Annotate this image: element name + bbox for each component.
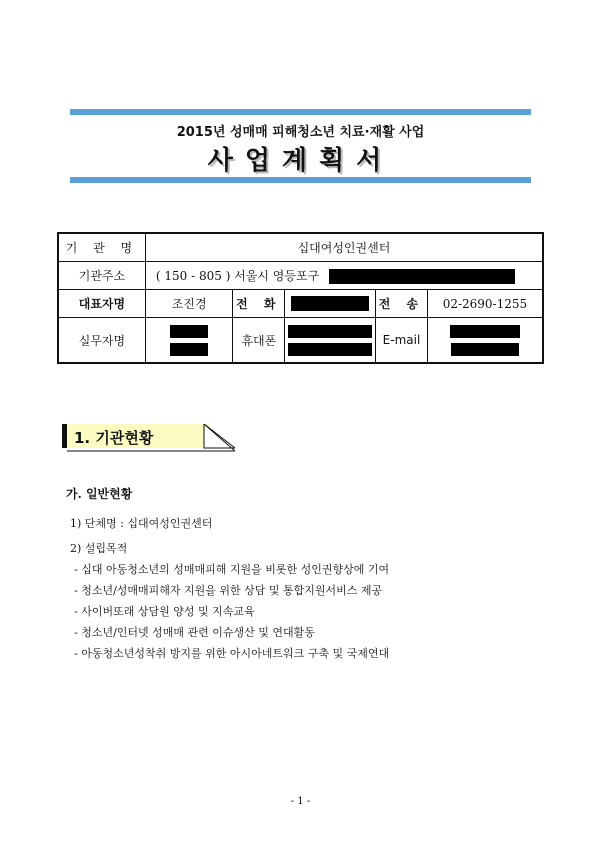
mobile-value-cell: [285, 318, 376, 364]
fax-label: 전 송: [376, 290, 428, 318]
redaction-box: [288, 325, 372, 338]
redaction-box: [291, 296, 369, 311]
representative-value: 조진경: [145, 290, 233, 318]
document-title: 사업계획서: [207, 146, 394, 176]
redaction-box: [288, 343, 372, 356]
section-title: 1. 기관현황: [74, 429, 154, 447]
phone-value-cell: [285, 290, 376, 318]
email-label: E-mail: [376, 318, 428, 364]
section-heading: [62, 424, 235, 452]
redaction-box: [450, 325, 520, 338]
representative-label: 대표자명: [58, 290, 145, 318]
address-label: 기관주소: [58, 262, 145, 290]
staff-label: 실무자명: [58, 318, 145, 364]
general-status-content: [66, 485, 389, 664]
email-value-cell: [427, 318, 543, 364]
content-line: - 십대 아동청소년의 성매매피해 지원을 비롯한 성인권향상에 기여: [74, 563, 390, 576]
org-name-label: 기 관 명: [58, 233, 145, 262]
document-subtitle: 2015년 성매매 피해청소년 치료·재활 사업: [176, 125, 425, 140]
content-line: - 청소년/성매매피해자 지원을 위한 상담 및 통합지원서비스 제공: [74, 584, 383, 597]
phone-label: 전 화: [233, 290, 285, 318]
address-value: ( 150 - 805 ) 서울시 영등포구: [155, 269, 320, 283]
organization-info-table: [57, 232, 544, 364]
content-line: 2) 설립목적: [70, 542, 128, 555]
content-line: 1) 단체명 : 십대여성인권센터: [70, 517, 213, 530]
mobile-label: 휴대폰: [233, 318, 285, 364]
content-line: - 아동청소년성착취 방지를 위한 아시아네트워크 구축 및 국제연대: [74, 647, 390, 660]
redaction-box: [170, 343, 208, 356]
content-heading: 가. 일반현황: [66, 487, 133, 501]
staff-value-cell: [145, 318, 233, 364]
header-top-rule: [70, 109, 531, 115]
content-line: - 청소년/인터넷 성매매 관련 이슈생산 및 연대활동: [74, 626, 315, 639]
address-cell: [145, 262, 543, 290]
org-name-value: 십대여성인권센터: [145, 233, 543, 262]
page-number: - 1 -: [290, 796, 311, 807]
content-line: - 사이버또래 상담원 양성 및 지속교육: [74, 605, 255, 618]
redaction-box: [170, 325, 208, 338]
redaction-box: [451, 343, 519, 356]
fax-value: 02-2690-1255: [427, 290, 543, 318]
header-bottom-rule: [70, 177, 531, 183]
redaction-box: [329, 269, 515, 284]
